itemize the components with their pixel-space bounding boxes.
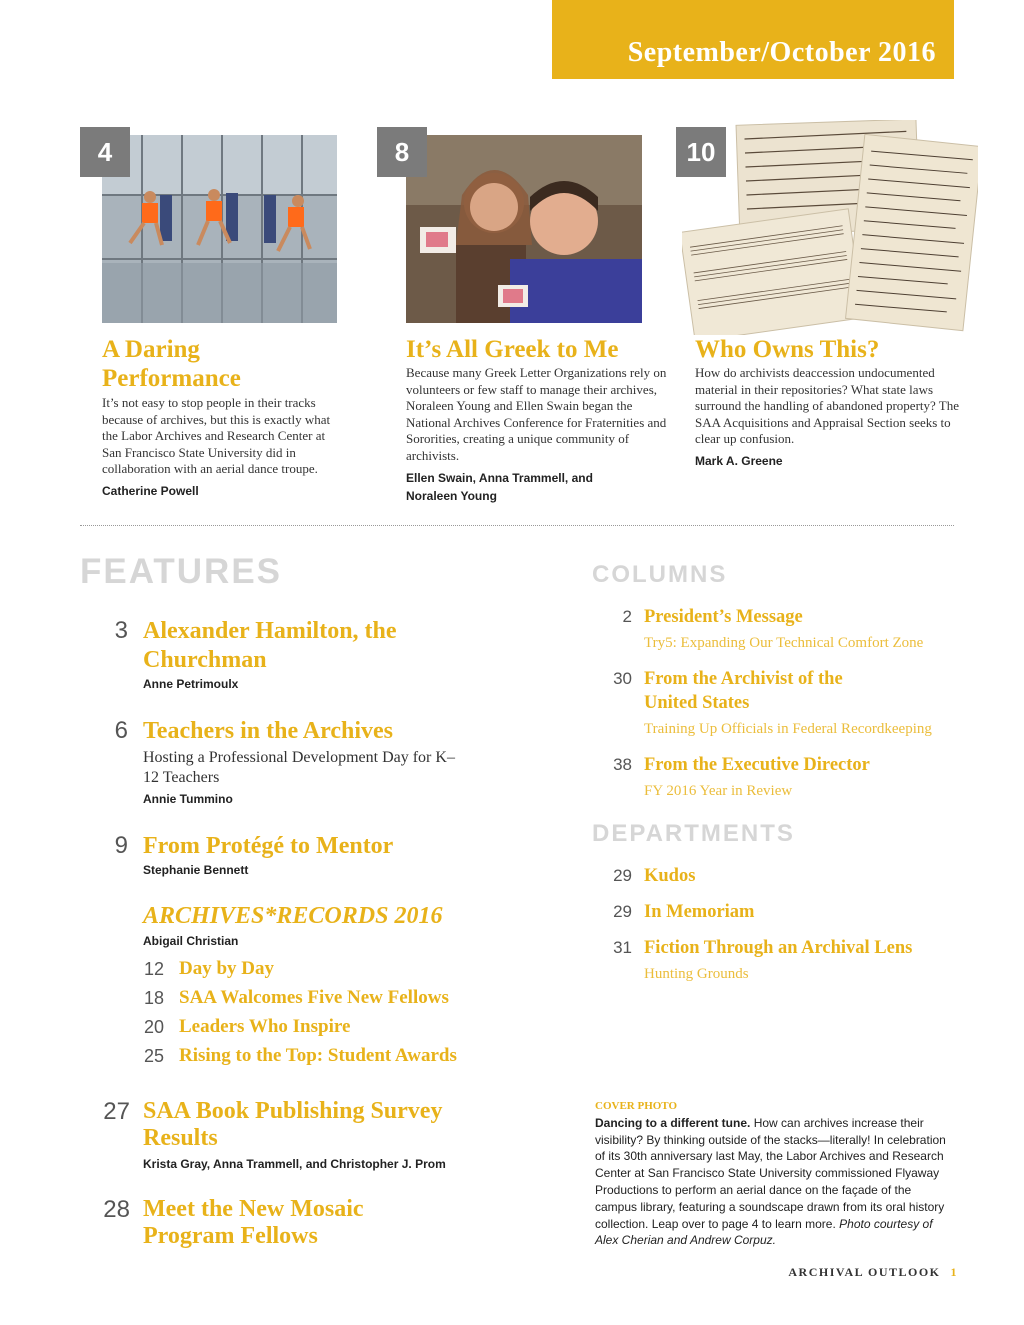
cover-photo-label: COVER PHOTO	[595, 1100, 678, 1112]
page-number: 38	[613, 755, 632, 774]
page-number: 12	[143, 959, 164, 979]
section-divider	[80, 525, 954, 526]
cover-photo-lead: Dancing to a different tune.	[595, 1115, 751, 1130]
cover-photo-credit: Photo courtesy of Alex Cherian and Andrew Corpuz.	[595, 1216, 933, 1248]
feature-author: Krista Gray, Anna Trammell, and Christopher J. Prom	[143, 1157, 446, 1171]
story-title[interactable]: Who Owns This?	[695, 336, 880, 363]
story-byline: Ellen Swain, Anna Trammell, and Noraleen Young	[406, 471, 593, 503]
cover-photo-text: How can archives increase their visibility? By thinking outside of the stacks—literally! In celebration of its 30th anniversary last May, the Labor Archives and Research Center at San Francisco State University commissioned Flyaway Productions to perform an aerial dance on the façade of the campus library, featuring a soundscape drawn from its oral history collection. Leap over to page 4 to learn more.	[595, 1115, 946, 1231]
feature-title[interactable]: Teachers in the Archives	[143, 718, 393, 744]
archives-records-item[interactable]: SAA Walcomes Five New Fellows	[179, 987, 449, 1008]
page-number: 3	[114, 617, 128, 644]
page-number: 2	[622, 607, 632, 626]
column-subtitle: FY 2016 Year in Review	[644, 783, 793, 799]
page-number: 29	[613, 866, 632, 885]
story-title[interactable]: It’s All Greek to Me	[406, 336, 619, 363]
story-page-badge: 8	[377, 127, 427, 177]
department-title[interactable]: Kudos	[644, 866, 696, 886]
column-title[interactable]: President’s Message	[644, 607, 803, 627]
column-title[interactable]: From the Executive Director	[644, 755, 870, 775]
story-byline: Catherine Powell	[102, 484, 199, 498]
column-subtitle: Try5: Expanding Our Technical Comfort Zone	[644, 635, 924, 651]
page-number: 9	[114, 832, 128, 859]
story-summary: Because many Greek Letter Organizations rely on volunteers or few staff to manage their archives, Noraleen Young and Ellen Swain began the National Archives Conference for Fraternities and Sororities, creating a unique community of archivists.	[406, 365, 667, 463]
issue-date-banner	[552, 0, 954, 79]
story-title[interactable]: A Daring Performance	[102, 336, 241, 392]
publication-name: ARCHIVAL OUTLOOK	[788, 1265, 941, 1279]
archives-records-item[interactable]: Day by Day	[179, 958, 275, 979]
page-number: 25	[143, 1046, 164, 1066]
archives-records-title[interactable]: ARCHIVES*RECORDS 2016	[143, 903, 443, 929]
column-subtitle: Training Up Officials in Federal Recordkeeping	[644, 721, 932, 737]
departments-heading: DEPARTMENTS	[592, 820, 795, 847]
page-number: 27	[103, 1098, 130, 1125]
page-number: 30	[613, 669, 632, 688]
feature-title[interactable]: Alexander Hamilton, the Churchman	[143, 618, 397, 673]
page-footer	[788, 1265, 958, 1280]
story-page-badge: 4	[80, 127, 130, 177]
story-page-badge: 10	[676, 127, 726, 177]
story-summary: How do archivists deaccession undocumented material in their repositories? What state laws surround the handling of abandoned property? The SAA Acquisitions and Appraisal Section seeks to clear up confusion.	[695, 365, 960, 447]
department-subtitle: Hunting Grounds	[644, 966, 749, 982]
feature-title[interactable]: From Protégé to Mentor	[143, 833, 394, 859]
page-number: 28	[103, 1196, 130, 1223]
feature-title[interactable]: Meet the New Mosaic Program Fellows	[143, 1196, 364, 1249]
page-number: 6	[114, 717, 128, 744]
page-number: 31	[613, 938, 632, 957]
feature-title[interactable]: SAA Book Publishing Survey Results	[143, 1098, 443, 1151]
feature-author: Annie Tummino	[143, 792, 233, 806]
page-number: 18	[143, 988, 164, 1008]
page-number: 29	[613, 902, 632, 921]
archives-records-item[interactable]: Leaders Who Inspire	[179, 1016, 351, 1037]
department-title[interactable]: Fiction Through an Archival Lens	[644, 938, 913, 958]
story-summary: It’s not easy to stop people in their tracks because of archives, but this is exactly what the Labor Archives and Research Center at San Francisco State University did in collaboration with an aerial dance troupe.	[102, 395, 331, 477]
manuscripts-photo	[682, 120, 978, 335]
footer-page-number: 1	[950, 1265, 958, 1279]
department-title[interactable]: In Memoriam	[644, 902, 755, 922]
columns-heading: COLUMNS	[592, 561, 728, 588]
conference-attendees-photo	[406, 135, 642, 323]
feature-author: Stephanie Bennett	[143, 863, 249, 877]
feature-author: Anne Petrimoulx	[143, 677, 239, 691]
aerial-dance-photo	[102, 135, 337, 323]
cover-photo-caption	[595, 1098, 955, 1249]
archives-records-author: Abigail Christian	[143, 934, 239, 948]
archives-records-item[interactable]: Rising to the Top: Student Awards	[179, 1045, 457, 1066]
story-byline: Mark A. Greene	[695, 454, 783, 468]
feature-subtitle: Hosting a Professional Development Day for K–12 Teachers	[143, 749, 455, 786]
page-number: 20	[143, 1017, 164, 1037]
column-title[interactable]: From the Archivist of the United States	[644, 669, 843, 713]
features-heading: FEATURES	[80, 552, 283, 591]
issue-date: September/October 2016	[627, 37, 936, 68]
